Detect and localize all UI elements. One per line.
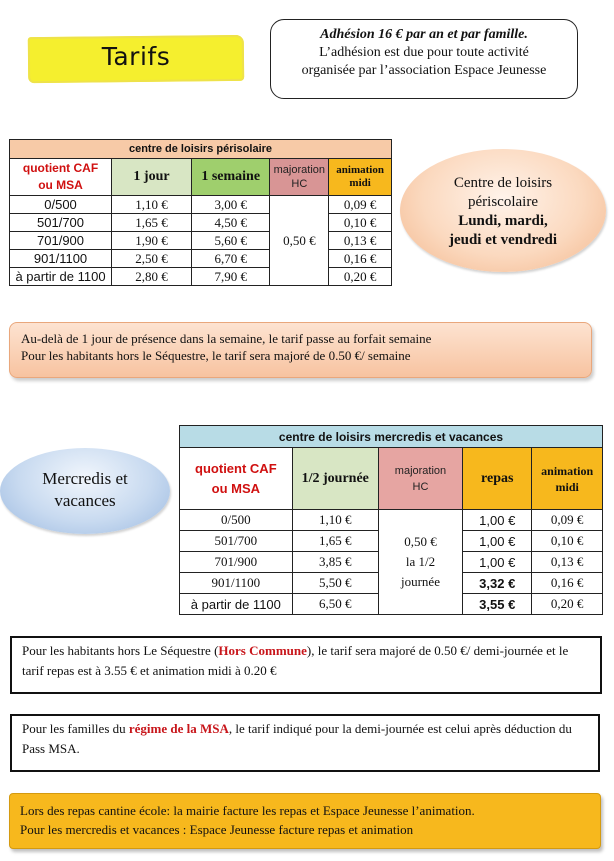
table-title: centre de loisirs périsolaire	[10, 140, 392, 159]
header-half-day: 1/2 journée	[292, 448, 378, 510]
cell-half-day: 1,65 €	[292, 531, 378, 552]
header-majoration-line1: majoration	[394, 464, 447, 477]
cell-animation: 0,09 €	[329, 196, 392, 214]
note-text: Pour les familles du	[22, 721, 129, 736]
page-title-banner	[28, 35, 244, 83]
header-week: 1 semaine	[191, 159, 269, 196]
oval-text-2: vacances	[54, 491, 116, 510]
cell-quotient: 0/500	[10, 196, 112, 214]
cell-quotient: 901/1100	[10, 250, 112, 268]
cell-quotient: 501/700	[180, 531, 293, 552]
cell-animation: 0,20 €	[532, 594, 603, 615]
table-row	[180, 510, 603, 531]
table-title: centre de loisirs mercredis et vacances	[180, 426, 603, 448]
cell-quotient: 901/1100	[180, 573, 293, 594]
note-text: ), le tarif sera majoré de 0.50 €/ demi-journée et le tarif repas est à 3.55 € et animation midi à 0.20 €	[22, 643, 569, 678]
header-quotient-line2: ou MSA	[38, 178, 83, 192]
cell-animation: 0,09 €	[532, 510, 603, 531]
cell-day: 2,50 €	[112, 250, 192, 268]
forfait-note	[9, 322, 592, 378]
majoration-amount: 0,50 €	[404, 534, 437, 549]
cell-quotient: 701/900	[10, 232, 112, 250]
cell-quotient: à partir de 1100	[10, 268, 112, 286]
majoration-unit-2: journée	[400, 574, 440, 589]
header-majoration	[378, 448, 462, 510]
cell-half-day: 6,50 €	[292, 594, 378, 615]
cell-repas: 1,00 €	[463, 552, 532, 573]
header-quotient-line1: quotient CAF	[22, 161, 99, 175]
table-row	[10, 268, 392, 286]
header-day: 1 jour	[112, 159, 192, 196]
cell-animation: 0,16 €	[532, 573, 603, 594]
cell-week: 7,90 €	[191, 268, 269, 286]
cell-animation: 0,16 €	[329, 250, 392, 268]
cell-quotient: 0/500	[180, 510, 293, 531]
cell-day: 1,65 €	[112, 214, 192, 232]
mercredis-tariff-table	[179, 425, 603, 615]
cell-day: 1,10 €	[112, 196, 192, 214]
cell-repas: 1,00 €	[463, 510, 532, 531]
cell-day: 2,80 €	[112, 268, 192, 286]
cell-majoration: 0,50 €	[270, 196, 329, 286]
majoration-unit-1: la 1/2	[405, 554, 436, 569]
header-animation	[329, 159, 392, 196]
adhesion-fee: Adhésion 16 € par an et par famille.	[320, 27, 528, 42]
note-highlight: Hors Commune	[218, 643, 307, 658]
note-text: , le tarif indiqué pour la demi-journée est celui après déduction du Pass MSA.	[22, 721, 572, 756]
cell-half-day: 5,50 €	[292, 573, 378, 594]
oval-text-2: périscolaire	[468, 194, 538, 210]
header-repas: repas	[463, 448, 532, 510]
header-majoration-line2: HC	[412, 480, 429, 493]
adhesion-text-1: L’adhésion est due pour toute activité	[319, 45, 529, 60]
header-majoration-line1: majoration	[273, 164, 325, 176]
cell-quotient: à partir de 1100	[180, 594, 293, 615]
cell-animation: 0,20 €	[329, 268, 392, 286]
forfait-note-line2: Pour les habitants hors le Séquestre, le tarif sera majoré de 0.50 €/ semaine	[21, 348, 411, 363]
adhesion-box	[270, 19, 578, 99]
adhesion-text-2: organisée par l’association Espace Jeunesse	[301, 63, 547, 78]
header-animation-line2: midi	[349, 177, 371, 189]
cell-half-day: 1,10 €	[292, 510, 378, 531]
cantine-note-line2: Pour les mercredis et vacances : Espace Jeunesse facture repas et animation	[20, 822, 414, 837]
cell-half-day: 3,85 €	[292, 552, 378, 573]
header-quotient	[180, 448, 293, 510]
table-row	[10, 196, 392, 214]
cell-animation: 0,13 €	[532, 552, 603, 573]
oval-text-1: Mercredis et	[42, 469, 128, 488]
header-quotient	[10, 159, 112, 196]
table-row	[10, 232, 392, 250]
mercredis-oval-label	[0, 448, 170, 534]
table-row	[10, 214, 392, 232]
hors-commune-note	[10, 636, 602, 694]
header-majoration	[270, 159, 329, 196]
note-highlight: régime de la MSA	[128, 721, 229, 736]
table-row	[10, 250, 392, 268]
cantine-note-line1: Lors des repas cantine école: la mairie facture les repas et Espace Jeunesse l’animation.	[20, 803, 475, 818]
header-animation-line1: animation	[336, 164, 384, 176]
oval-days-2: jeudi et vendredi	[448, 232, 558, 248]
header-animation-line2: midi	[555, 479, 579, 494]
oval-days-1: Lundi, mardi,	[458, 213, 548, 229]
header-animation-line1: animation	[541, 463, 594, 478]
cell-week: 5,60 €	[191, 232, 269, 250]
cell-repas: 1,00 €	[463, 531, 532, 552]
cell-week: 4,50 €	[191, 214, 269, 232]
oval-text-1: Centre de loisirs	[453, 175, 553, 191]
cell-repas: 3,55 €	[463, 594, 532, 615]
cell-quotient: 501/700	[10, 214, 112, 232]
header-quotient-line2: ou MSA	[211, 480, 261, 496]
cell-animation: 0,10 €	[532, 531, 603, 552]
cell-majoration	[378, 510, 462, 615]
cell-animation: 0,10 €	[329, 214, 392, 232]
periscolaire-tariff-table	[9, 139, 392, 286]
header-animation	[532, 448, 603, 510]
cell-day: 1,90 €	[112, 232, 192, 250]
cell-repas: 3,32 €	[463, 573, 532, 594]
cell-week: 3,00 €	[191, 196, 269, 214]
cantine-note	[9, 793, 601, 849]
cell-animation: 0,13 €	[329, 232, 392, 250]
page-title: Tarifs	[101, 42, 171, 72]
forfait-note-line1: Au-delà de 1 jour de présence dans la semaine, le tarif passe au forfait semaine	[21, 331, 432, 346]
msa-note	[10, 714, 600, 772]
cell-week: 6,70 €	[191, 250, 269, 268]
header-majoration-line2: HC	[291, 178, 308, 190]
cell-quotient: 701/900	[180, 552, 293, 573]
periscolaire-oval-label	[400, 149, 606, 272]
header-quotient-line1: quotient CAF	[195, 460, 277, 476]
note-text: Pour les habitants hors Le Séquestre (	[22, 643, 219, 658]
